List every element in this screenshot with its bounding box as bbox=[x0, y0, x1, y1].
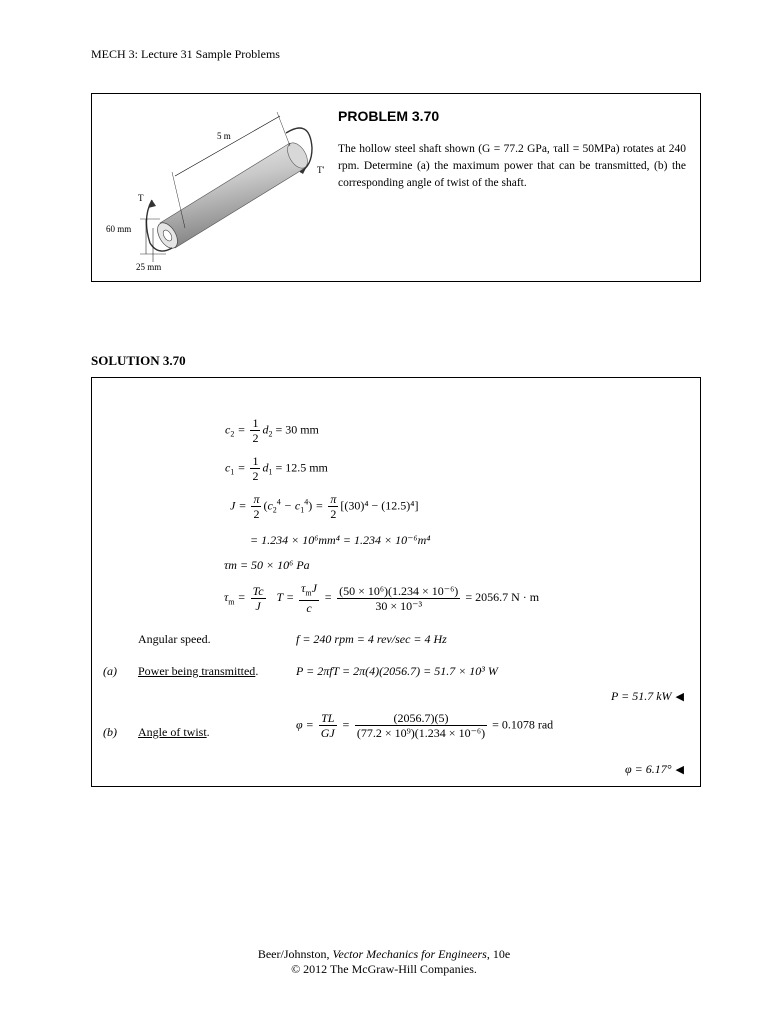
eq-polar-moment: J = $\frac{\pi}{2}$ $(c_2^4 - c_1^4)$ = $\frac{\pi}{2}$ [(30)⁴ − (12.5)⁴] bbox=[230, 492, 419, 521]
answer-twist: φ = 6.17° ◀ bbox=[624, 762, 684, 776]
label-inner-diameter: 25 mm bbox=[136, 262, 162, 272]
eq-c2: $c_2$ = $\frac{1}{2}$ $d_2 = 30$ mm bbox=[225, 416, 319, 445]
label-torque-left: T bbox=[138, 193, 144, 203]
label-torque-right: T' bbox=[317, 165, 325, 175]
solution-title: SOLUTION 3.70 bbox=[91, 353, 186, 368]
eq-torque: $\tau_m$ = $\frac{Tc}{J}$ T = $\frac{\tau_mJ}{c}$ = $\frac{\text{(50 × 10⁶)(1.234 × 10⁻⁶)}}{\text{30 × 10⁻³}}$ = 2056.7 N · m bbox=[224, 581, 540, 616]
problem-statement: The hollow steel shaft shown (G = 77.2 GPa, τall = 50MPa) rotates at 240 rpm. Determine (a) the maximum power that can be transmitted, (b) the corresponding angle of twist of the shaft. bbox=[338, 143, 686, 189]
problem-givens: (G = 77.2 GPa, τall = 50MPa) bbox=[478, 143, 620, 155]
shaft-figure bbox=[100, 108, 330, 273]
page-header: MECH 3: Lecture 31 Sample Problems bbox=[91, 47, 280, 61]
footer-copyright: © 2012 The McGraw-Hill Companies. bbox=[291, 962, 477, 976]
eq-frequency: f = 240 rpm = 4 rev/sec = 4 Hz bbox=[296, 632, 447, 646]
label-part-a: (a) bbox=[103, 664, 117, 678]
label-part-b: (b) bbox=[103, 725, 117, 739]
answer-marker-icon: ◀ bbox=[675, 764, 684, 776]
label-outer-diameter: 60 mm bbox=[106, 224, 132, 234]
problem-box bbox=[91, 93, 701, 282]
label-twist: Angle of twist. bbox=[138, 725, 210, 739]
label-angular-speed: Angular speed. bbox=[138, 632, 211, 646]
answer-power: P = 51.7 kW ◀ bbox=[610, 689, 684, 703]
solution-box bbox=[91, 377, 701, 787]
label-power: Power being transmitted. bbox=[138, 664, 259, 678]
eq-twist: φ = $\frac{TL}{GJ}$ = $\frac{(2056.7)(5)}{\text{(77.2 × 10⁹)(1.234 × 10⁻⁶)}}$ = 0.1078 rad bbox=[296, 711, 554, 740]
problem-title: PROBLEM 3.70 bbox=[338, 108, 440, 124]
eq-power: P = 2πfT = 2π(4)(2056.7) = 51.7 × 10³ W bbox=[296, 664, 498, 678]
eq-tau: τm = 50 × 10⁶ Pa bbox=[224, 558, 310, 572]
label-length: 5 m bbox=[217, 131, 231, 141]
footer bbox=[0, 947, 768, 977]
footer-citation: Beer/Johnston, Vector Mechanics for Engineers, 10e bbox=[257, 947, 511, 961]
eq-polar-moment-value: = 1.234 × 10⁶mm⁴ = 1.234 × 10⁻⁶m⁴ bbox=[250, 533, 431, 547]
answer-marker-icon: ◀ bbox=[675, 691, 684, 703]
eq-c1: $c_1$ = $\frac{1}{2}$ $d_1 = 12.5$ mm bbox=[225, 454, 328, 483]
